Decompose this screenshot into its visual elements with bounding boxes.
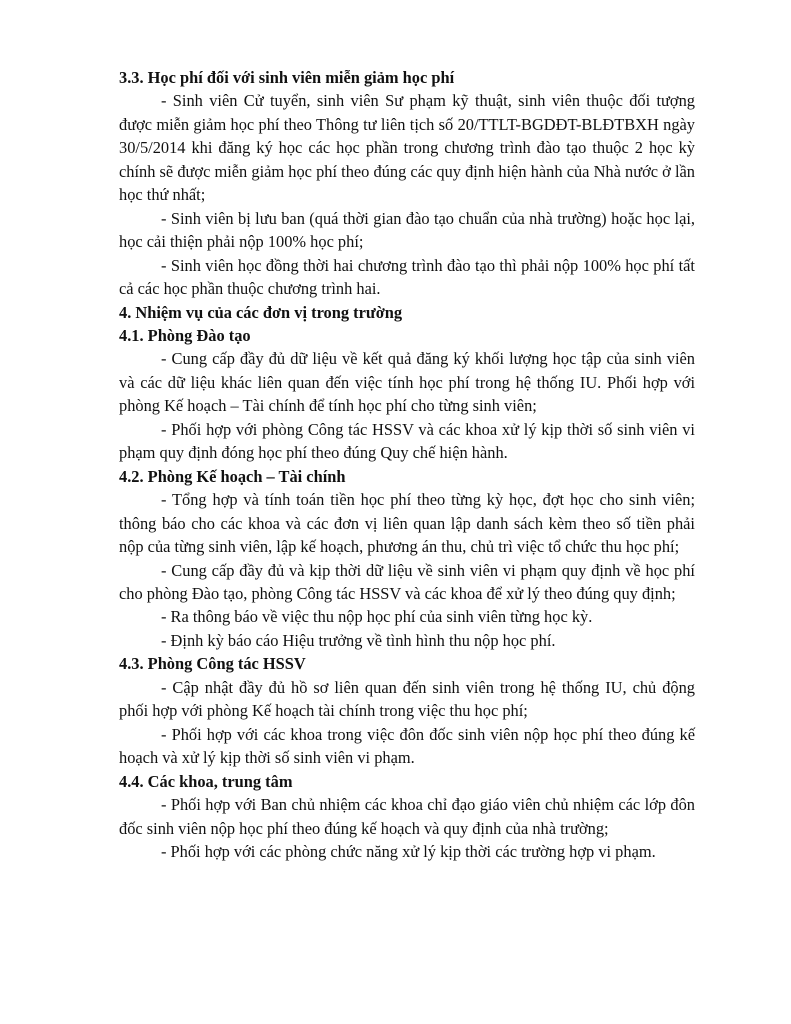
- section-heading-4-1: 4.1. Phòng Đào tạo: [119, 325, 251, 345]
- section-heading-4-3: 4.3. Phòng Công tác HSSV: [119, 654, 306, 674]
- paragraph: - Cung cấp đầy đủ và kịp thời dữ liệu về sinh viên vi phạm quy định về học phí cho phòng Đào tạo, phòng Công tác HSSV và các khoa để xử lý theo đúng quy định;: [119, 560, 695, 603]
- paragraph: - Phối hợp với phòng Công tác HSSV và các khoa xử lý kịp thời số sinh viên vi phạm quy định đóng học phí theo đúng Quy chế hiện hành.: [119, 419, 695, 463]
- paragraph: - Phối hợp với các phòng chức năng xử lý kịp thời các trường hợp vi phạm.: [161, 841, 656, 861]
- paragraph: - Sinh viên bị lưu ban (quá thời gian đào tạo chuẩn của nhà trường) hoặc học lại, học cải thiện phải nộp 100% học phí;: [119, 208, 695, 252]
- section-heading-4-4: 4.4. Các khoa, trung tâm: [119, 771, 293, 791]
- section-heading-3-3: 3.3. Học phí đối với sinh viên miễn giảm học phí: [119, 68, 455, 87]
- section-heading-4: 4. Nhiệm vụ của các đơn vị trong trường: [119, 302, 403, 322]
- paragraph: - Sinh viên Cử tuyển, sinh viên Sư phạm kỹ thuật, sinh viên thuộc đối tượng được miễn giảm học phí theo Thông tư liên tịch số 20/TTLT-BGDĐT-BLĐTBXH ngày 30/5/2014 khi đăng ký học các học phần trong chương trình đào tạo thuộc 2 học kỳ chính sẽ được miễn giảm học phí theo đúng các quy định hiện hành của Nhà nước ở lần học thứ nhất;: [119, 91, 695, 205]
- section-heading-4-2: 4.2. Phòng Kế hoạch – Tài chính: [119, 466, 346, 486]
- paragraph: - Phối hợp với Ban chủ nhiệm các khoa chỉ đạo giáo viên chủ nhiệm các lớp đôn đốc sinh viên nộp học phí theo đúng kế hoạch và quy định của nhà trường;: [119, 795, 695, 838]
- paragraph: - Định kỳ báo cáo Hiệu trưởng về tình hình thu nộp học phí.: [161, 630, 556, 650]
- paragraph: - Phối hợp với các khoa trong việc đôn đốc sinh viên nộp học phí theo đúng kế hoạch và xử lý kịp thời số sinh viên vi phạm.: [119, 724, 695, 768]
- document-body: [119, 66, 695, 863]
- paragraph: - Tổng hợp và tính toán tiền học phí theo từng kỳ học, đợt học cho sinh viên; thông báo cho các khoa và các đơn vị liên quan lập danh sách kèm theo số tiền phải nộp của từng sinh viên, lập kế hoạch, phương án thu, chủ trì việc tổ chức thu học phí;: [119, 490, 695, 557]
- paragraph: - Cung cấp đầy đủ dữ liệu về kết quả đăng ký khối lượng học tập của sinh viên và các dữ liệu khác liên quan đến việc tính học phí trong hệ thống IU. Phối hợp với phòng Kế hoạch – Tài chính để tính học phí cho từng sinh viên;: [119, 349, 695, 416]
- paragraph: - Ra thông báo về việc thu nộp học phí của sinh viên từng học kỳ.: [161, 607, 593, 627]
- paragraph: - Sinh viên học đồng thời hai chương trình đào tạo thì phải nộp 100% học phí tất cả các học phần thuộc chương trình hai.: [119, 255, 695, 299]
- paragraph: - Cập nhật đầy đủ hồ sơ liên quan đến sinh viên trong hệ thống IU, chủ động phối hợp với phòng Kế hoạch tài chính trong việc thu học phí;: [119, 677, 695, 721]
